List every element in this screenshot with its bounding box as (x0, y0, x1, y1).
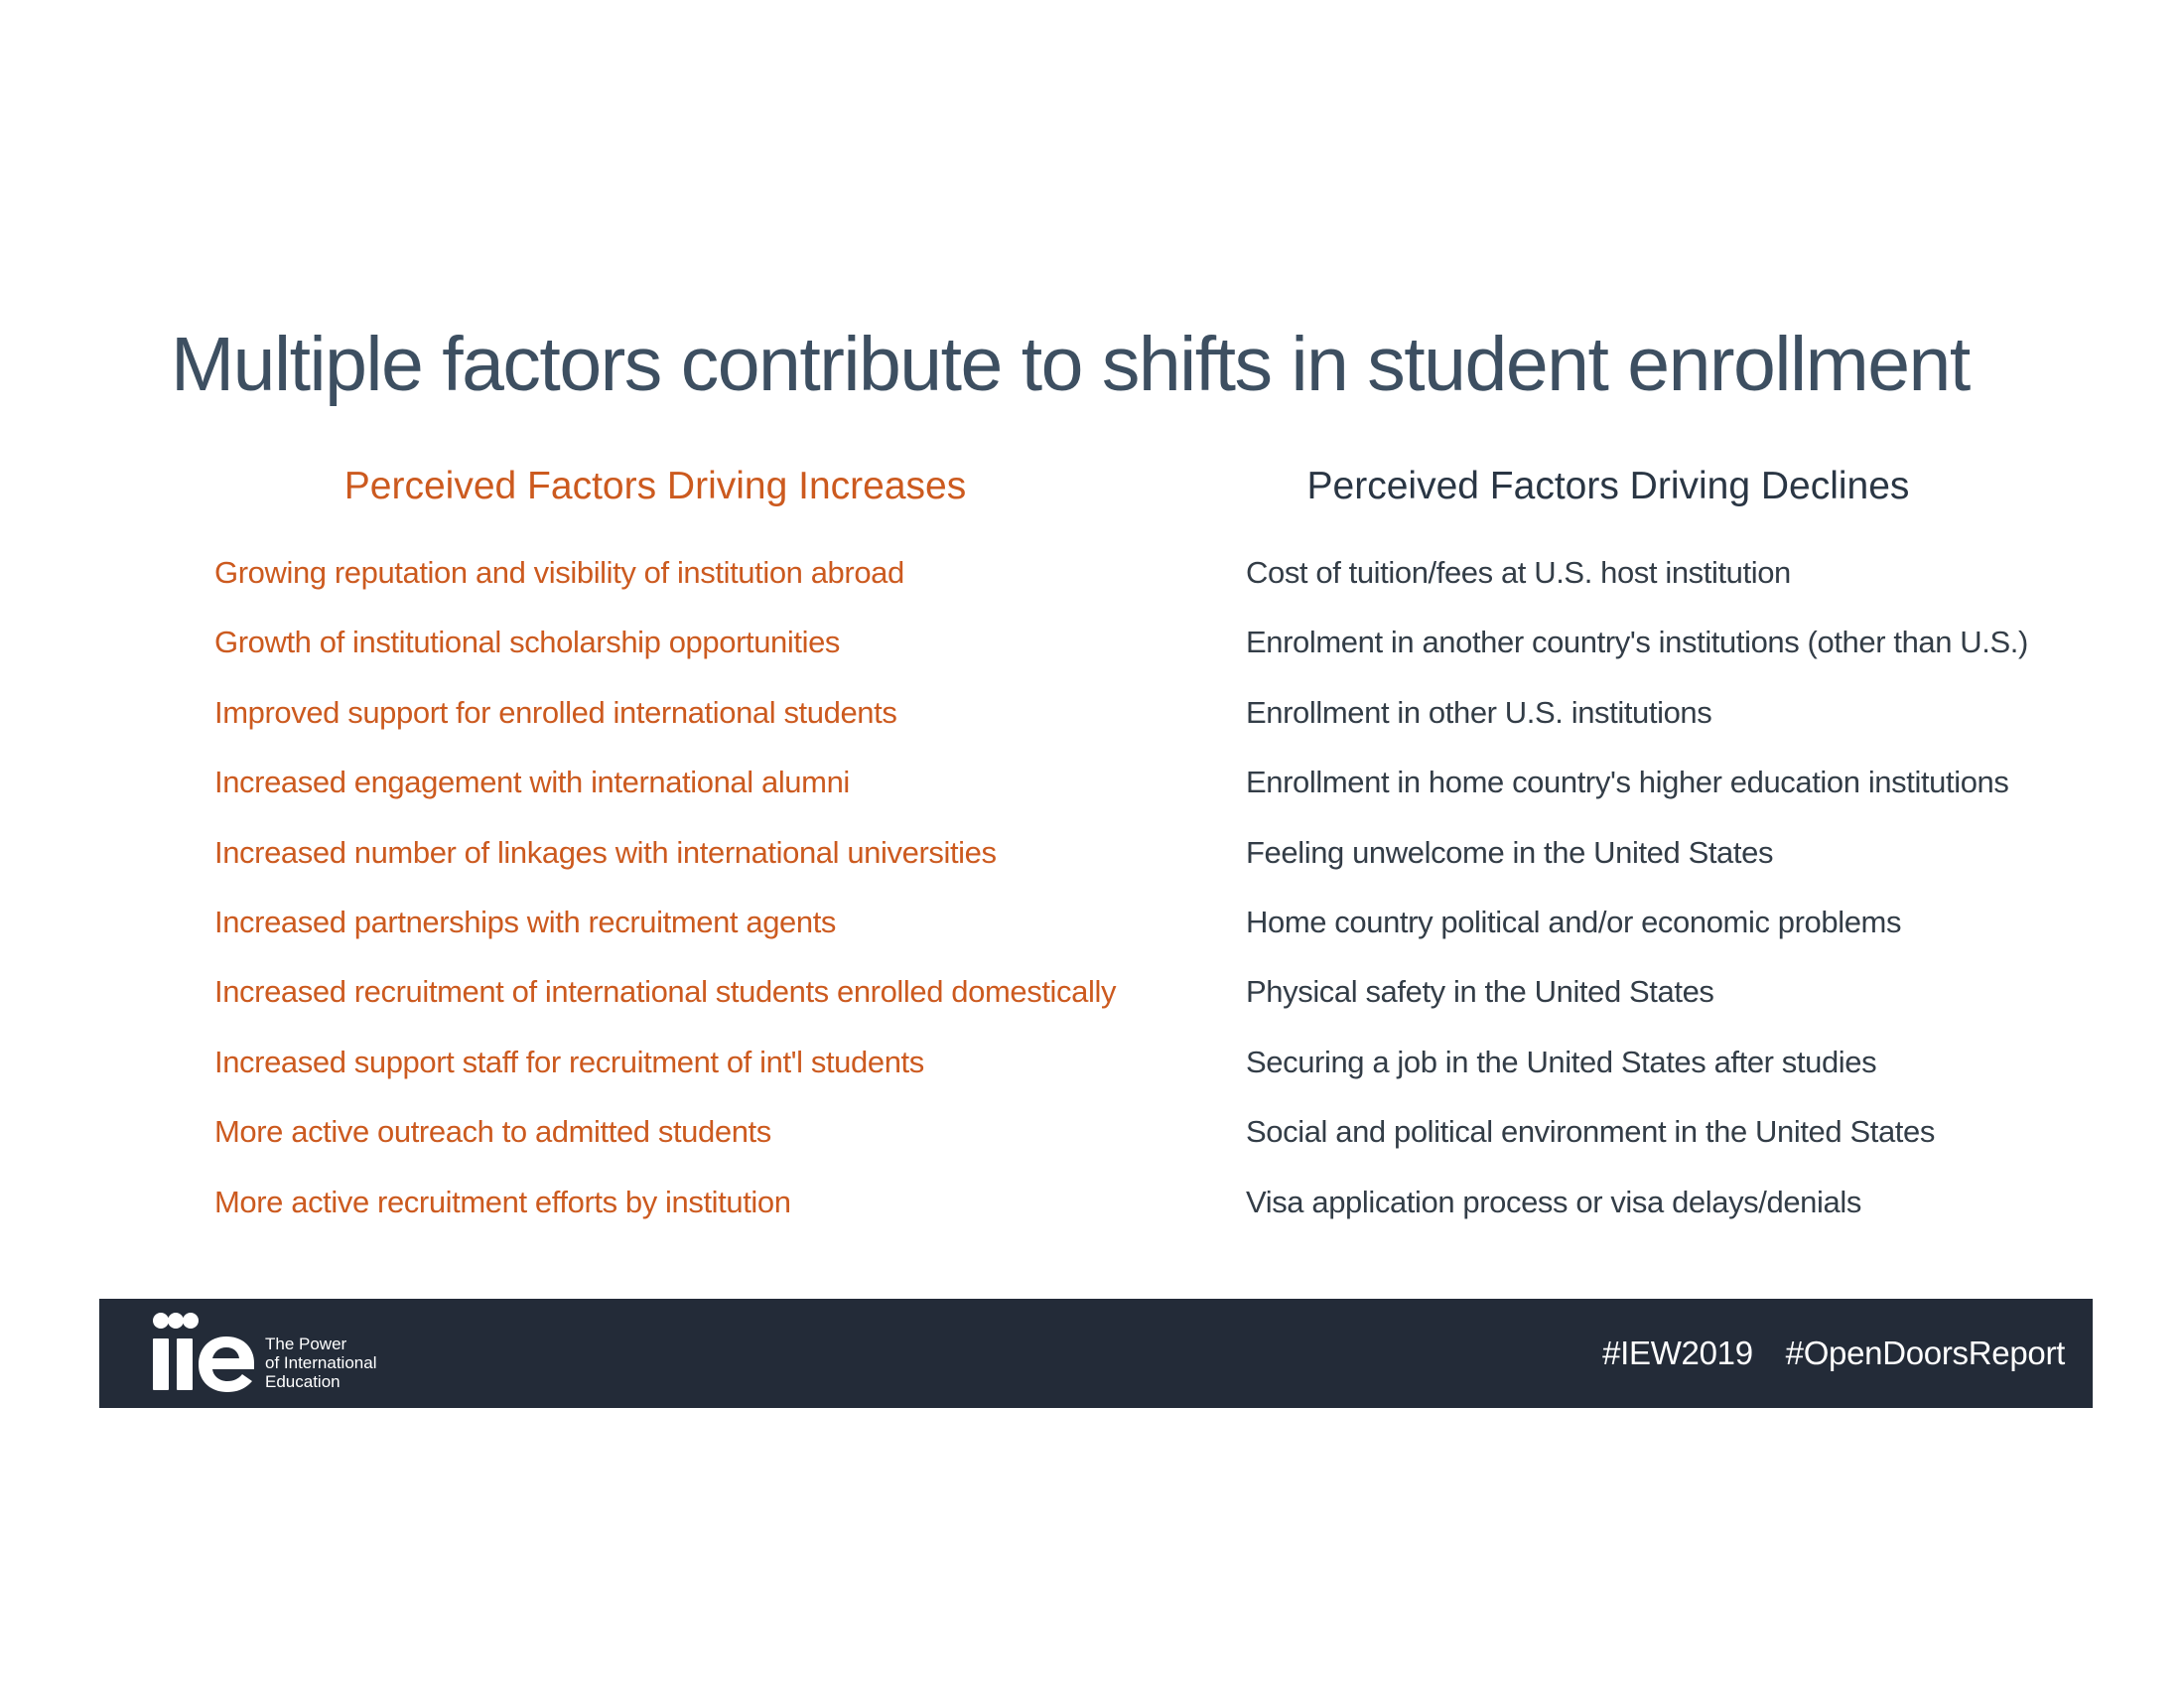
increase-factor-item: Growing reputation and visibility of institution abroad (214, 555, 904, 590)
increase-factor-item: Improved support for enrolled international students (214, 694, 897, 730)
logo-tagline-line: The Power (265, 1335, 347, 1353)
decline-factor-item: Enrollment in other U.S. institutions (1246, 694, 1712, 730)
decline-factor-item: Home country political and/or economic problems (1246, 904, 1902, 939)
hashtag-opendoorsreport: #OpenDoorsReport (1785, 1335, 2065, 1371)
hashtag-iew2019: #IEW2019 (1602, 1335, 1753, 1371)
declines-heading: Perceived Factors Driving Declines (1306, 465, 1910, 507)
logo-tagline-line: Education (265, 1372, 341, 1391)
increase-factor-item: More active outreach to admitted students (214, 1114, 771, 1150)
increase-factors-list (214, 552, 1217, 1251)
footer-bar (99, 1299, 2093, 1408)
decline-factor-item: Social and political environment in the United States (1246, 1114, 1935, 1150)
increase-factor-item: Increased partnerships with recruitment agents (214, 904, 837, 939)
increases-heading: Perceived Factors Driving Increases (343, 465, 967, 507)
decline-factor-item: Physical safety in the United States (1246, 974, 1714, 1010)
decline-factor-item: Feeling unwelcome in the United States (1246, 834, 1774, 870)
decline-factor-item: Enrollment in home country's higher education institutions (1246, 765, 2009, 800)
increase-factor-item: Increased support staff for recruitment of int'l students (214, 1044, 924, 1079)
decline-factor-item: Securing a job in the United States after studies (1246, 1044, 1877, 1079)
logo-tagline (265, 1335, 376, 1391)
increase-factor-item: Increased recruitment of international students enrolled domestically (214, 974, 1117, 1010)
decline-factor-item: Visa application process or visa delays/denials (1246, 1184, 1861, 1219)
logo-tagline-line: of International (265, 1353, 377, 1372)
iie-logo (121, 1299, 442, 1408)
decline-factors-list (1246, 552, 2169, 1251)
increase-factor-item: Growth of institutional scholarship opportunities (214, 625, 841, 660)
page-title: Multiple factors contribute to shifts in student enrollment (171, 322, 1970, 407)
increase-factor-item: More active recruitment efforts by institution (214, 1184, 791, 1219)
decline-factor-item: Enrolment in another country's institutions (other than U.S.) (1246, 625, 2028, 660)
hashtags (1602, 1299, 2065, 1408)
decline-factor-item: Cost of tuition/fees at U.S. host institution (1246, 555, 1791, 590)
increase-factor-item: Increased engagement with international alumni (214, 765, 850, 800)
iie-logo-icon (149, 1311, 258, 1396)
increase-factor-item: Increased number of linkages with international universities (214, 834, 997, 870)
